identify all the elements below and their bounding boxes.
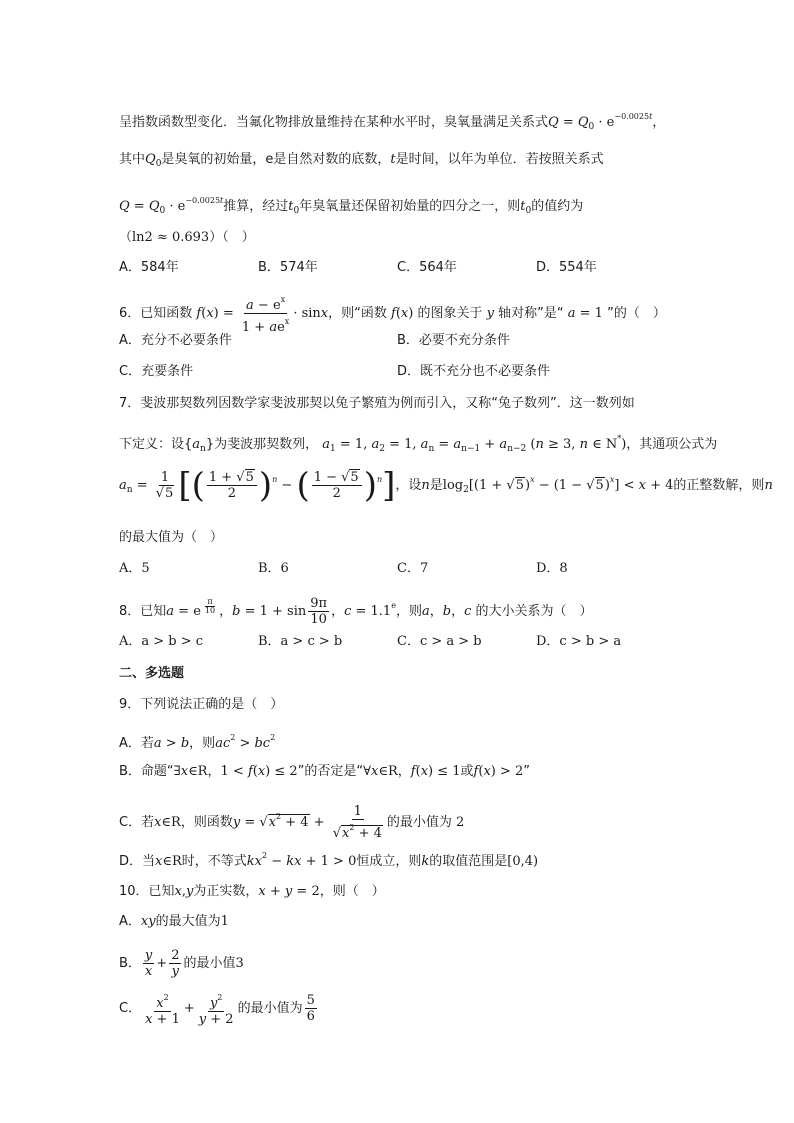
q10-option-a: A．xy的最大值为1 xyxy=(119,914,229,929)
q6-option-c: C．充要条件 xyxy=(119,364,194,379)
q7-line-1: 7．斐波那契数列因数学家斐波那契以兔子繁殖为例而引入，又称“兔子数列”．这一数列如 xyxy=(119,396,635,411)
q9-option-b: B．命题“∃x∈R，1 < f(x) ≤ 2”的否定是“∀x∈R，f(x) ≤ 1或f(x) > 2” xyxy=(119,764,531,779)
q5-line-3: $Q = Q_0 \cdot e^{-0.0025t}$推算，经过$t_0$年臭氧量还保留初始量的四分之一，则$t_0$的值约为 xyxy=(119,196,584,216)
q5-option-c: C．564年 xyxy=(397,260,457,275)
q7-line-3: $a_n$ = $\frac{1}{√5}$ [( $\frac{1 + √5}{2}$ )$^n$ − ( $\frac{1 - √5}{2}$ )$^n$]，设n是$\log_2[(1 + √5)^x - (1 - √5)^x] < x + 4$的正整数解，则n xyxy=(119,465,773,506)
q7-option-a: A．5 xyxy=(119,561,150,576)
q5-option-b: B．574年 xyxy=(258,260,318,275)
q9-option-a: A．若a > b，则$ac^2 > bc^2$ xyxy=(119,733,276,751)
q6-stem: 6．已知函数 f(x) = $\frac{a - e^x}{1 + ae^x}$ · sinx，则“函数 f(x) 的图象关于 y 轴对称”是“ a = 1 ”的（ ） xyxy=(119,292,666,335)
q8-option-d: D．c > b > a xyxy=(536,634,622,649)
q10-option-b: B． $\frac{y}{x}$ + $\frac{2}{y}$ 的最小值3 xyxy=(119,948,244,979)
q8-option-c: C．c > a > b xyxy=(397,634,482,649)
section-heading: 二、多选题 xyxy=(119,666,185,681)
q8-stem: 8．已知a = e $^{\frac{\pi}{10}}$ ，b = 1 + sin $\frac{9\pi}{10}$ ，c = 1.1$^e$，则a，b，c 的大小关系为（ ） xyxy=(119,596,593,627)
q6-option-d: D．既不充分也不必要条件 xyxy=(397,364,551,379)
q5-hint: （ln2 ≈ 0.693）（ ） xyxy=(119,230,255,245)
q8-option-a: A．a > b > c xyxy=(119,634,204,649)
q5-option-a: A．584年 xyxy=(119,260,179,275)
q9-option-c: C．若x∈R，则函数$y = √x^2 + 4$ + $\frac{1}{√x^2 + 4}$ 的最小值为 2 xyxy=(119,804,465,841)
q8-option-b: B．a > c > b xyxy=(258,634,343,649)
q10-stem: 10．已知x,y为正实数，x + y = 2，则（ ） xyxy=(119,884,385,899)
q7-option-d: D．8 xyxy=(536,561,568,576)
q9-stem: 9．下列说法正确的是（ ） xyxy=(119,697,284,712)
q5-line-1: 呈指数函数型变化．当氟化物排放量维持在某种水平时，臭氧量满足关系式$Q = Q_0 \cdot e^{-0.0025t}$， xyxy=(119,112,666,132)
q9-option-d: D．当x∈R时，不等式$kx^2$ − kx + 1 > 0恒成立，则k的取值范围是[0,4) xyxy=(119,851,539,869)
q10-option-c: C． $\frac{x^2}{x + 1}$ + $\frac{y^2}{y + 2}$ 的最小值为 $\frac{5}{6}$ xyxy=(119,990,319,1027)
q7-option-c: C．7 xyxy=(397,561,429,576)
q7-option-b: B．6 xyxy=(258,561,289,576)
q7-line-2: 下定义：设$\{a_n\}$为斐波那契数列， $a_1 = 1$, $a_2 = 1$, $a_n = a_{n-1} + a_{n-2}$ (n ≥ 3, n ∈ N*)，其通项公式为 xyxy=(119,434,718,454)
q5-line-2: 其中$Q_0$是臭氧的初始量，e是自然对数的底数，t是时间，以年为单位．若按照关系式 xyxy=(119,152,604,169)
q6-option-a: A．充分不必要条件 xyxy=(119,333,232,348)
q7-line-4: 的最大值为（ ） xyxy=(119,530,224,545)
q5-option-d: D．554年 xyxy=(536,260,597,275)
q6-option-b: B．必要不充分条件 xyxy=(397,333,510,348)
